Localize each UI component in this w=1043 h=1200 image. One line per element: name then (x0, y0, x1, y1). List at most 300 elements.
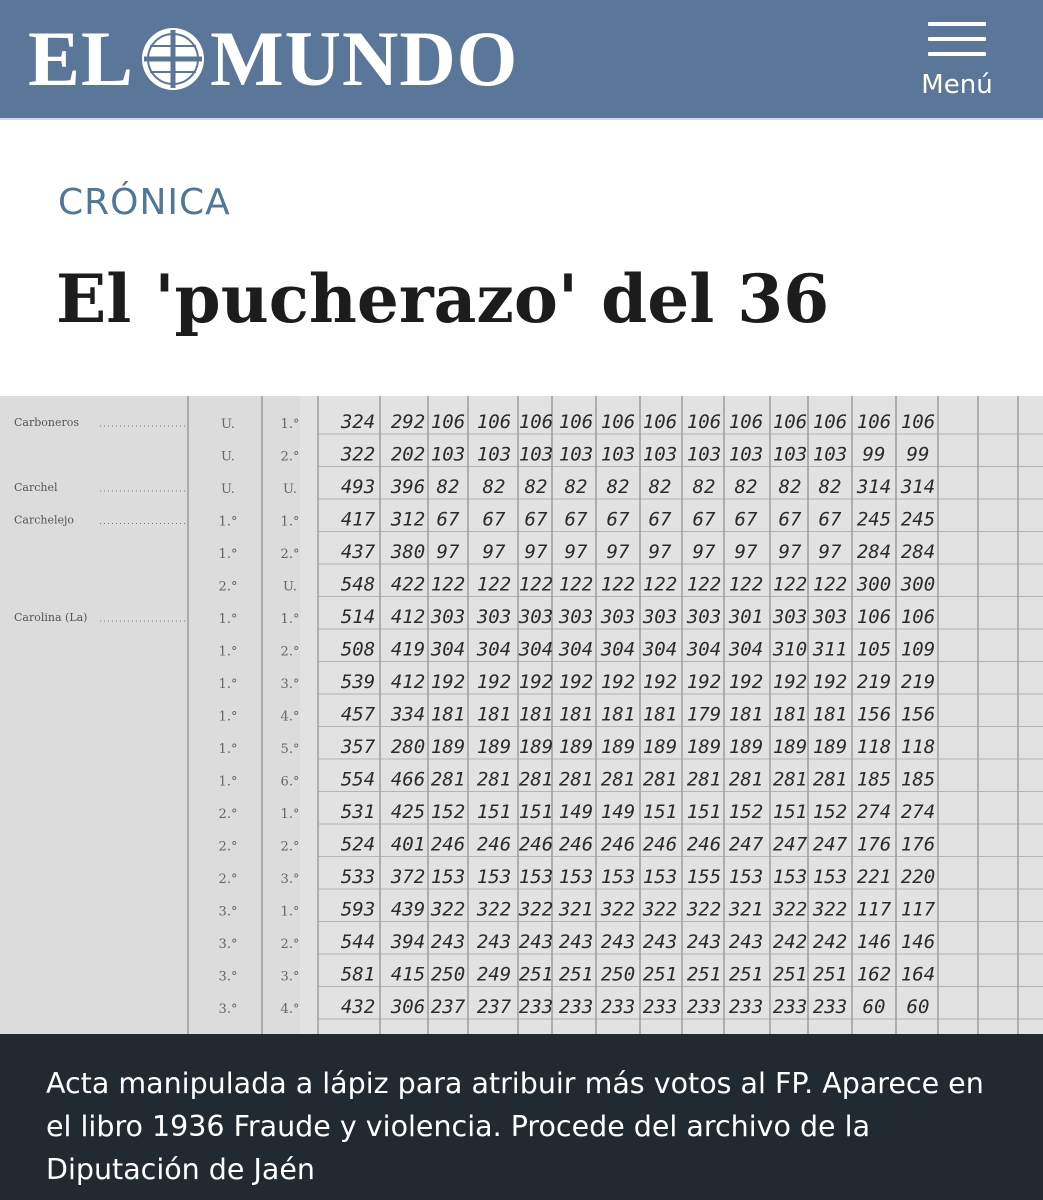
ledger-printed-cell: 1.° (218, 774, 238, 790)
ledger-printed-cell: 1.° (280, 807, 300, 822)
ledger-handwritten-cell: 242 (812, 931, 848, 953)
ledger-handwritten-cell: 152 (728, 801, 764, 823)
ledger-printed-cell: 2.° (280, 449, 300, 465)
ledger-handwritten-cell: 103 (772, 443, 808, 466)
ledger-handwritten-cell: 82 (734, 476, 758, 498)
ledger-handwritten-cell: 250 (600, 963, 636, 986)
ledger-handwritten-cell: 164 (900, 963, 936, 986)
ledger-handwritten-cell: 243 (558, 931, 594, 953)
ledger-handwritten-cell: 292 (390, 411, 426, 433)
ledger-handwritten-cell: 151 (518, 801, 554, 823)
ledger-handwritten-cell: 304 (518, 638, 554, 661)
ledger-handwritten-cell: 181 (728, 703, 764, 726)
ledger-handwritten-cell: 593 (340, 898, 376, 921)
ledger-handwritten-cell: 189 (686, 736, 722, 758)
ledger-handwritten-cell: 181 (642, 703, 678, 726)
ledger-handwritten-cell: 189 (642, 736, 678, 758)
ledger-handwritten-cell: 97 (524, 541, 548, 563)
ledger-handwritten-cell: 322 (518, 898, 554, 921)
ledger-handwritten-cell: 106 (900, 606, 936, 628)
ledger-handwritten-cell: 146 (900, 931, 936, 953)
ledger-handwritten-cell: 457 (340, 703, 376, 726)
ledger-handwritten-cell: 304 (430, 638, 466, 661)
ledger-handwritten-cell: 334 (390, 703, 426, 726)
ledger-handwritten-cell: 153 (518, 866, 554, 888)
ledger-handwritten-cell: 122 (558, 573, 594, 596)
ledger-handwritten-cell: 380 (390, 541, 426, 563)
ledger-handwritten-cell: 60 (906, 996, 930, 1018)
ledger-printed-cell: 2.° (218, 579, 238, 595)
ledger-handwritten-cell: 322 (772, 898, 808, 921)
ledger-handwritten-cell: 322 (642, 898, 678, 921)
ledger-handwritten-cell: 372 (390, 866, 426, 888)
logo-text-right: MUNDO (210, 15, 519, 102)
ledger-handwritten-cell: 106 (558, 411, 594, 433)
ledger-handwritten-cell: 151 (476, 801, 512, 823)
ledger-handwritten-cell: 314 (856, 476, 892, 498)
ledger-handwritten-cell: 67 (436, 508, 460, 531)
ledger-printed-cell: 3.° (280, 872, 300, 887)
ledger-handwritten-cell: 153 (600, 866, 636, 888)
ledger-handwritten-cell: 153 (772, 866, 808, 888)
ledger-handwritten-cell: 67 (482, 508, 506, 531)
ledger-handwritten-cell: 153 (558, 866, 594, 888)
ledger-handwritten-cell: 181 (812, 703, 848, 726)
ledger-handwritten-cell: 106 (600, 411, 636, 433)
ledger-handwritten-cell: 514 (340, 606, 376, 628)
ledger-printed-cell: 6.° (280, 774, 300, 790)
ledger-handwritten-cell: 533 (340, 866, 376, 888)
ledger-handwritten-cell: 237 (430, 996, 466, 1018)
ledger-handwritten-cell: 67 (564, 508, 588, 531)
ledger-handwritten-cell: 417 (340, 508, 376, 531)
ledger-handwritten-cell: 162 (856, 963, 892, 986)
ledger-printed-cell: 2.° (218, 807, 238, 822)
section-link[interactable]: CRÓNICA (58, 182, 231, 223)
ledger-handwritten-cell: 432 (340, 996, 376, 1018)
ledger-handwritten-cell: 192 (728, 671, 764, 693)
site-header (0, 0, 1043, 120)
ledger-handwritten-cell: 304 (642, 638, 678, 661)
ledger-handwritten-cell: 220 (900, 866, 936, 888)
ledger-handwritten-cell: 106 (686, 411, 722, 433)
ledger-handwritten-cell: 82 (524, 476, 548, 498)
ledger-handwritten-cell: 67 (692, 508, 716, 531)
ledger-handwritten-cell: 303 (686, 606, 722, 628)
ledger-handwritten-cell: 357 (340, 736, 376, 758)
ledger-printed-cell: 1.° (280, 612, 300, 627)
ledger-handwritten-cell: 246 (686, 833, 722, 856)
ledger-printed-cell: 3.° (218, 1002, 238, 1017)
ledger-handwritten-cell: 322 (340, 443, 376, 466)
ledger-handwritten-cell: 106 (856, 411, 892, 433)
ledger-handwritten-cell: 103 (812, 443, 848, 466)
ledger-handwritten-cell: 251 (686, 963, 722, 986)
ledger-handwritten-cell: 82 (692, 476, 716, 498)
ledger-handwritten-cell: 105 (856, 638, 892, 661)
ledger-handwritten-cell: 106 (476, 411, 512, 433)
ledger-handwritten-cell: 246 (518, 833, 554, 856)
ledger-handwritten-cell: 274 (856, 801, 892, 823)
ledger-printed-cell: 1.° (218, 612, 238, 627)
ledger-handwritten-cell: 192 (772, 671, 808, 693)
ledger-handwritten-cell: 281 (476, 768, 512, 791)
ledger-handwritten-cell: 106 (728, 411, 764, 433)
ledger-handwritten-cell: 176 (900, 833, 936, 856)
ledger-handwritten-cell: 322 (430, 898, 466, 921)
ledger-handwritten-cell: 181 (430, 703, 466, 726)
ledger-handwritten-cell: 312 (390, 508, 426, 531)
ledger-handwritten-cell: 99 (862, 443, 886, 466)
ledger-handwritten-cell: 280 (390, 736, 426, 758)
ledger-handwritten-cell: 67 (606, 508, 630, 531)
ledger-printed-cell: 4.° (280, 709, 300, 725)
ledger-handwritten-cell: 243 (686, 931, 722, 953)
hamburger-icon (928, 22, 986, 56)
ledger-handwritten-cell: 181 (476, 703, 512, 726)
ledger-handwritten-cell: 281 (812, 768, 848, 791)
ledger-handwritten-cell: 304 (728, 638, 764, 661)
ledger-printed-cell: 1.° (218, 547, 238, 562)
ledger-handwritten-cell: 303 (812, 606, 848, 628)
ledger-handwritten-cell: 233 (642, 996, 678, 1018)
ledger-handwritten-cell: 425 (390, 801, 426, 823)
ledger-printed-cell: 3.° (218, 904, 238, 920)
ledger-handwritten-cell: 192 (642, 671, 678, 693)
ledger-handwritten-cell: 155 (686, 866, 722, 888)
ledger-handwritten-cell: 251 (772, 963, 808, 986)
ledger-handwritten-cell: 233 (772, 996, 808, 1018)
ledger-handwritten-cell: 524 (340, 833, 376, 856)
ledger-handwritten-cell: 153 (476, 866, 512, 888)
ledger-handwritten-cell: 310 (772, 638, 808, 661)
ledger-handwritten-cell: 419 (390, 638, 426, 661)
ledger-handwritten-cell: 103 (686, 443, 722, 466)
ledger-handwritten-cell: 106 (772, 411, 808, 433)
ledger-handwritten-cell: 281 (772, 768, 808, 791)
photo-caption (0, 1034, 1043, 1200)
ledger-handwritten-cell: 243 (430, 931, 466, 953)
ledger-handwritten-cell: 82 (482, 476, 506, 498)
ledger-handwritten-cell: 151 (642, 801, 678, 823)
ledger-handwritten-cell: 548 (340, 573, 376, 596)
ledger-handwritten-cell: 153 (728, 866, 764, 888)
ledger-handwritten-cell: 103 (476, 443, 512, 466)
ledger-handwritten-cell: 324 (340, 411, 376, 433)
ledger-handwritten-cell: 314 (900, 476, 936, 498)
ledger-row-label: Carboneros (14, 416, 80, 429)
ledger-handwritten-cell: 219 (856, 671, 892, 693)
ledger-handwritten-cell: 122 (600, 573, 636, 596)
ledger-handwritten-cell: 152 (430, 801, 466, 823)
ledger-handwritten-cell: 233 (518, 996, 554, 1018)
ledger-handwritten-cell: 281 (558, 768, 594, 791)
ledger-printed-cell: 2.° (280, 547, 300, 562)
ledger-printed-cell: 1.° (218, 644, 238, 660)
ledger-handwritten-cell: 247 (728, 833, 764, 856)
ledger-handwritten-cell: 97 (692, 541, 716, 563)
ledger-handwritten-cell: 303 (772, 606, 808, 628)
ledger-handwritten-cell: 247 (772, 833, 808, 856)
ledger-handwritten-cell: 303 (558, 606, 594, 628)
ledger-handwritten-cell: 439 (390, 898, 426, 921)
ledger-handwritten-cell: 303 (642, 606, 678, 628)
ledger-handwritten-cell: 233 (728, 996, 764, 1018)
ledger-handwritten-cell: 233 (686, 996, 722, 1018)
ledger-handwritten-cell: 97 (778, 541, 802, 563)
ledger-handwritten-cell: 82 (564, 476, 588, 498)
ledger-printed-cell: 2.° (218, 839, 238, 855)
ledger-handwritten-cell: 97 (648, 541, 672, 563)
ledger-handwritten-cell: 251 (518, 963, 554, 986)
ledger-printed-cell: 5.° (280, 742, 300, 757)
ledger-handwritten-cell: 122 (430, 573, 466, 596)
ledger-printed-cell: 1.° (218, 709, 238, 725)
ledger-handwritten-cell: 181 (600, 703, 636, 726)
ledger-printed-cell: 1.° (280, 417, 300, 432)
ledger-handwritten-cell: 118 (856, 736, 892, 758)
ledger-handwritten-cell: 281 (728, 768, 764, 791)
ledger-handwritten-cell: 306 (390, 996, 426, 1018)
article-photo[interactable] (0, 396, 1043, 1034)
ledger-handwritten-cell: 109 (900, 638, 936, 661)
ledger-handwritten-cell: 106 (812, 411, 848, 433)
ledger-printed-cell: 2.° (218, 872, 238, 887)
ledger-handwritten-cell: 103 (600, 443, 636, 466)
ledger-handwritten-cell: 97 (606, 541, 630, 563)
menu-button[interactable] (917, 20, 997, 102)
ledger-handwritten-cell: 192 (812, 671, 848, 693)
ledger-handwritten-cell: 303 (600, 606, 636, 628)
ledger-handwritten-cell: 219 (900, 671, 936, 693)
ledger-handwritten-cell: 221 (856, 866, 892, 888)
ledger-handwritten-cell: 122 (812, 573, 848, 596)
ledger-handwritten-cell: 189 (812, 736, 848, 758)
ledger-handwritten-cell: 118 (900, 736, 936, 758)
ledger-handwritten-cell: 300 (900, 573, 936, 596)
ledger-handwritten-cell: 67 (818, 508, 842, 531)
menu-label: Menú (921, 70, 993, 100)
ledger-handwritten-cell: 304 (600, 638, 636, 661)
ledger-handwritten-cell: 243 (728, 931, 764, 953)
ledger-handwritten-cell: 153 (430, 866, 466, 888)
ledger-handwritten-cell: 149 (600, 801, 636, 823)
ledger-printed-cell: 1.° (218, 677, 238, 692)
ledger-row-label: Carchelejo (14, 513, 75, 527)
ledger-printed-cell: 3.° (280, 969, 300, 985)
ledger-handwritten-cell: 189 (430, 736, 466, 758)
ledger-handwritten-cell: 181 (518, 703, 554, 726)
ledger-handwritten-cell: 189 (558, 736, 594, 758)
ledger-handwritten-cell: 396 (390, 476, 426, 498)
ledger-handwritten-cell: 243 (476, 931, 512, 953)
ledger-handwritten-cell: 466 (390, 768, 426, 791)
ledger-printed-cell: U. (221, 449, 235, 465)
ledger-handwritten-cell: 103 (642, 443, 678, 466)
ledger-handwritten-cell: 233 (812, 996, 848, 1018)
ledger-handwritten-cell: 281 (642, 768, 678, 791)
ledger-handwritten-cell: 304 (686, 638, 722, 661)
ledger-handwritten-cell: 103 (430, 443, 466, 466)
ledger-handwritten-cell: 156 (856, 703, 892, 726)
ledger-handwritten-cell: 176 (856, 833, 892, 856)
ledger-printed-cell: U. (283, 482, 297, 497)
ledger-handwritten-cell: 303 (476, 606, 512, 628)
ledger-handwritten-cell: 106 (900, 411, 936, 433)
ledger-row-label: Carchel (14, 481, 58, 494)
ledger-handwritten-cell: 303 (518, 606, 554, 628)
ledger-handwritten-cell: 99 (906, 443, 930, 466)
ledger-handwritten-cell: 243 (642, 931, 678, 953)
ledger-handwritten-cell: 412 (390, 671, 426, 693)
ledger-handwritten-cell: 251 (728, 963, 764, 986)
ledger-handwritten-cell: 202 (390, 443, 426, 466)
ledger-printed-cell: 1.° (280, 904, 300, 920)
ledger-handwritten-cell: 149 (558, 801, 594, 823)
logo-text-left: EL (28, 15, 135, 102)
ledger-handwritten-cell: 103 (518, 443, 554, 466)
ledger-handwritten-cell: 67 (648, 508, 672, 531)
ledger-printed-cell: U. (283, 579, 297, 595)
ledger-handwritten-cell: 122 (728, 573, 764, 596)
ledger-handwritten-cell: 189 (600, 736, 636, 758)
ledger-handwritten-cell: 106 (518, 411, 554, 433)
ledger-handwritten-cell: 185 (856, 768, 892, 791)
ledger-handwritten-cell: 508 (340, 638, 376, 661)
ledger-handwritten-cell: 103 (728, 443, 764, 466)
ledger-handwritten-cell: 247 (812, 833, 848, 856)
ledger-handwritten-cell: 246 (476, 833, 512, 856)
ledger-handwritten-cell: 281 (430, 768, 466, 791)
ledger-handwritten-cell: 189 (728, 736, 764, 758)
ledger-handwritten-cell: 531 (340, 801, 376, 823)
ledger-handwritten-cell: 153 (642, 866, 678, 888)
ledger-handwritten-cell: 422 (390, 573, 426, 596)
caption-text: Acta manipulada a lápiz para atribuir más votos al FP. Aparece en el libro 1936 Fraude y violencia. Procede del archivo de la Diputación de Jaén (46, 1067, 984, 1186)
ledger-printed-cell: 2.° (280, 839, 300, 855)
ledger-handwritten-cell: 233 (600, 996, 636, 1018)
ledger-handwritten-cell: 284 (856, 541, 892, 563)
ledger-handwritten-cell: 233 (558, 996, 594, 1018)
ledger-handwritten-cell: 311 (812, 638, 848, 661)
ledger-printed-cell: 2.° (280, 937, 300, 952)
ledger-handwritten-cell: 246 (600, 833, 636, 856)
ledger-handwritten-cell: 284 (900, 541, 936, 563)
ledger-handwritten-cell: 106 (856, 606, 892, 628)
ledger-handwritten-cell: 250 (430, 963, 466, 986)
el-mundo-logo[interactable] (28, 14, 518, 104)
ledger-handwritten-cell: 242 (772, 931, 808, 953)
ledger-handwritten-cell: 82 (648, 476, 672, 498)
ledger-handwritten-cell: 82 (818, 476, 842, 498)
ledger-handwritten-cell: 67 (734, 508, 758, 531)
ledger-handwritten-cell: 122 (518, 573, 554, 596)
ledger-printed-cell: 3.° (218, 937, 238, 952)
ledger-handwritten-cell: 251 (812, 963, 848, 986)
ledger-handwritten-cell: 322 (812, 898, 848, 921)
ledger-handwritten-cell: 151 (772, 801, 808, 823)
ledger-handwritten-cell: 97 (482, 541, 506, 563)
ledger-handwritten-cell: 415 (390, 963, 426, 986)
ledger-handwritten-cell: 321 (558, 898, 594, 921)
ledger-handwritten-cell: 82 (436, 476, 460, 498)
ledger-handwritten-cell: 322 (476, 898, 512, 921)
ledger-handwritten-cell: 97 (734, 541, 758, 563)
ledger-handwritten-cell: 122 (476, 573, 512, 596)
ledger-handwritten-cell: 322 (600, 898, 636, 921)
ledger-printed-cell: 1.° (280, 514, 300, 530)
ledger-handwritten-cell: 321 (728, 898, 764, 921)
ledger-handwritten-cell: 189 (476, 736, 512, 758)
ledger-handwritten-cell: 554 (340, 768, 376, 791)
ledger-handwritten-cell: 122 (772, 573, 808, 596)
ledger-handwritten-cell: 106 (642, 411, 678, 433)
ledger-handwritten-cell: 67 (778, 508, 802, 531)
ledger-printed-cell: U. (221, 482, 235, 497)
ledger-handwritten-cell: 304 (476, 638, 512, 661)
ledger-printed-cell: U. (221, 417, 235, 432)
ledger-handwritten-cell: 82 (606, 476, 630, 498)
ledger-handwritten-cell: 82 (778, 476, 802, 498)
ledger-handwritten-cell: 243 (600, 931, 636, 953)
ledger-handwritten-cell: 103 (558, 443, 594, 466)
ledger-handwritten-cell: 394 (390, 931, 426, 953)
ledger-handwritten-cell: 237 (476, 996, 512, 1018)
ledger-printed-cell: 1.° (218, 742, 238, 757)
ledger-handwritten-cell: 179 (686, 703, 722, 726)
ledger-handwritten-cell: 189 (518, 736, 554, 758)
ledger-handwritten-cell: 181 (772, 703, 808, 726)
ledger-handwritten-cell: 251 (642, 963, 678, 986)
ledger-handwritten-cell: 189 (772, 736, 808, 758)
ledger-handwritten-cell: 274 (900, 801, 936, 823)
ledger-handwritten-cell: 185 (900, 768, 936, 791)
ledger-handwritten-cell: 146 (856, 931, 892, 953)
ledger-handwritten-cell: 437 (340, 541, 376, 563)
ledger-handwritten-cell: 539 (340, 671, 376, 693)
ledger-printed-cell: 4.° (280, 1002, 300, 1017)
ledger-handwritten-cell: 60 (862, 996, 886, 1018)
ledger-handwritten-cell: 117 (856, 898, 892, 921)
ledger-handwritten-cell: 300 (856, 573, 892, 596)
ledger-handwritten-cell: 581 (340, 963, 376, 986)
ledger-handwritten-cell: 281 (686, 768, 722, 791)
ledger-handwritten-cell: 251 (558, 963, 594, 986)
ledger-handwritten-cell: 181 (558, 703, 594, 726)
ledger-handwritten-cell: 122 (686, 573, 722, 596)
ledger-handwritten-cell: 97 (436, 541, 460, 563)
ledger-handwritten-cell: 192 (686, 671, 722, 693)
ledger-handwritten-cell: 192 (430, 671, 466, 693)
ledger-handwritten-cell: 304 (558, 638, 594, 661)
article-title: El 'pucherazo' del 36 (56, 260, 830, 338)
ledger-handwritten-cell: 493 (340, 476, 376, 498)
ledger-handwritten-cell: 151 (686, 801, 722, 823)
ledger-handwritten-cell: 281 (518, 768, 554, 791)
ledger-handwritten-cell: 246 (430, 833, 466, 856)
ledger-printed-cell: 3.° (280, 677, 300, 692)
ledger-handwritten-cell: 281 (600, 768, 636, 791)
ledger-photo (0, 396, 1043, 1034)
ledger-handwritten-cell: 97 (818, 541, 842, 563)
ledger-handwritten-cell: 246 (558, 833, 594, 856)
ledger-handwritten-cell: 192 (600, 671, 636, 693)
ledger-handwritten-cell: 192 (476, 671, 512, 693)
ledger-handwritten-cell: 152 (812, 801, 848, 823)
ledger-handwritten-cell: 322 (686, 898, 722, 921)
ledger-printed-cell: 3.° (218, 969, 238, 985)
ledger-printed-cell: 2.° (280, 644, 300, 660)
